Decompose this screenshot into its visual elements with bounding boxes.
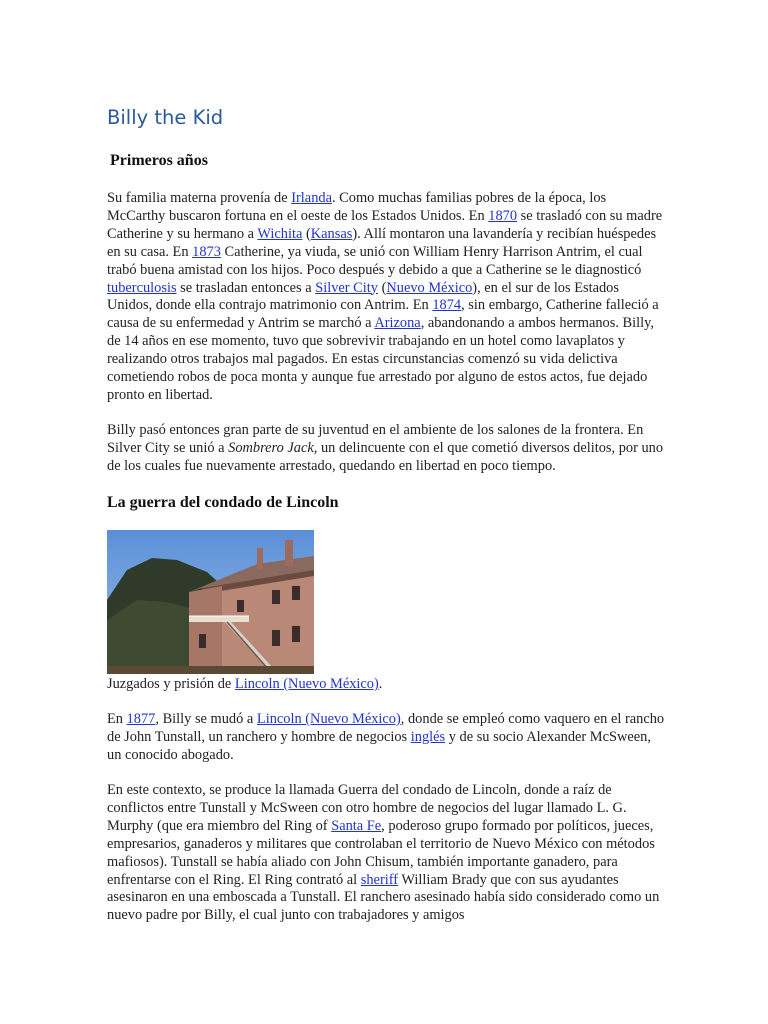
- inline-link[interactable]: 1870: [488, 207, 518, 224]
- inline-link[interactable]: Nuevo México: [386, 279, 473, 296]
- inline-link[interactable]: Kansas: [310, 225, 353, 242]
- italic-text: Sombrero Jack: [228, 439, 314, 456]
- inline-link[interactable]: tuberculosis: [107, 279, 177, 296]
- inline-link[interactable]: 1877: [126, 711, 156, 727]
- section-heading-guerra: La guerra del condado de Lincoln: [107, 494, 339, 511]
- courthouse-photo: [107, 530, 314, 674]
- text-run: y de su socio Alexander McSween, un conocido abogado.: [107, 728, 651, 763]
- inline-link[interactable]: 1873: [192, 243, 221, 260]
- text-run: Su familia materna provenía de: [107, 190, 292, 206]
- text-run: , sin embargo, Catherine falleció a causa de su enfermedad y Antrim se marchó a: [107, 297, 659, 332]
- inline-link[interactable]: Irlanda: [291, 190, 332, 206]
- photo-caption: [107, 676, 382, 694]
- text-run: , poderoso grupo formado por políticos, jueces, empresarios, ganaderos y militares que controlaban el territorio de Nuevo México con métodos mafiosos). Tunstall se había aliado con John Chisum, también importante ganadero, para enfrentarse con el Ring. El Ring contrató al: [107, 817, 655, 888]
- inline-link[interactable]: sheriff: [360, 871, 399, 888]
- inline-link[interactable]: Silver City: [315, 279, 378, 296]
- section-heading-primeros: Primeros años: [110, 152, 208, 169]
- inline-link[interactable]: Arizona: [374, 315, 421, 332]
- inline-link[interactable]: inglés: [410, 728, 446, 745]
- inline-link[interactable]: 1874: [432, 297, 462, 314]
- text-run: (: [302, 225, 311, 242]
- text-run: . Como muchas familias pobres de la época, los McCarthy buscaron fortuna en el oeste de los Estados Unidos. En: [107, 190, 607, 224]
- text-run: ), en el sur de los Estados Unidos, donde ella contrajo matrimonio con Antrim. En: [107, 279, 619, 314]
- text-run: se trasladan entonces a: [176, 279, 316, 296]
- page-title: Billy the Kid: [107, 106, 224, 129]
- inline-link[interactable]: Lincoln (Nuevo México): [256, 711, 401, 727]
- paragraph-guerra-2: [107, 782, 665, 925]
- text-run: Catherine, ya viuda, se unió con William Henry Harrison Antrim, el cual trabó buena amistad con los hijos. Poco después y debido a que a Catherine se le diagnosticó: [107, 243, 643, 278]
- text-run: Billy pasó entonces gran parte de su juventud en el ambiente de los salones de la frontera. En Silver City se unió a: [107, 422, 644, 456]
- text-run: , un delincuente con el que cometió diversos delitos, por uno de los cuales fue nuevamente arrestado, quedando en libertad en poco tiempo.: [107, 439, 664, 474]
- text-run: En: [107, 711, 127, 727]
- inline-link[interactable]: Lincoln (Nuevo México): [234, 676, 379, 692]
- text-run: .: [378, 676, 383, 692]
- text-run: se trasladó con su madre Catherine y su hermano a: [107, 207, 663, 242]
- text-run: Juzgados y prisión de: [107, 676, 235, 692]
- inline-link[interactable]: Wichita: [257, 225, 303, 242]
- text-run: ). Allí montaron una lavandería y recibían huéspedes en su casa. En: [107, 225, 657, 260]
- text-run: , Billy se mudó a: [155, 711, 257, 727]
- paragraph-guerra-1: [107, 711, 665, 765]
- text-run: , donde se empleó como vaquero en el rancho de John Tunstall, un ranchero y hombre de negocios: [107, 711, 665, 745]
- text-run: , abandonando a ambos hermanos. Billy, de 14 años en ese momento, tuvo que sobrevivir trabajando en un hotel como lavaplatos y realizando otros trabajos mal pagados. En estas circunstancias comenzó su vida delictiva cometiendo robos de poca monta y aunque fue arrestado por alguno de estos actos, fue dejado pronto en libertad.: [107, 315, 654, 403]
- inline-link[interactable]: Santa Fe: [331, 817, 382, 834]
- text-run: (: [377, 279, 387, 296]
- text-run: En este contexto, se produce la llamada Guerra del condado de Lincoln, donde a raíz de conflictos entre Tunstall y McSween con otro hombre de negocios del lugar llamado L. G. Murphy (que era miembro del Ring of: [107, 782, 627, 834]
- text-run: William Brady que con sus ayudantes asesinaron en una emboscada a Tunstall. El ranchero asesinado había sido considerado como un nuevo padre por Billy, el cual junto con trabajadores y amigos: [107, 871, 660, 924]
- paragraph-primeros-2: [107, 422, 665, 476]
- paragraph-primeros-1: [107, 190, 665, 405]
